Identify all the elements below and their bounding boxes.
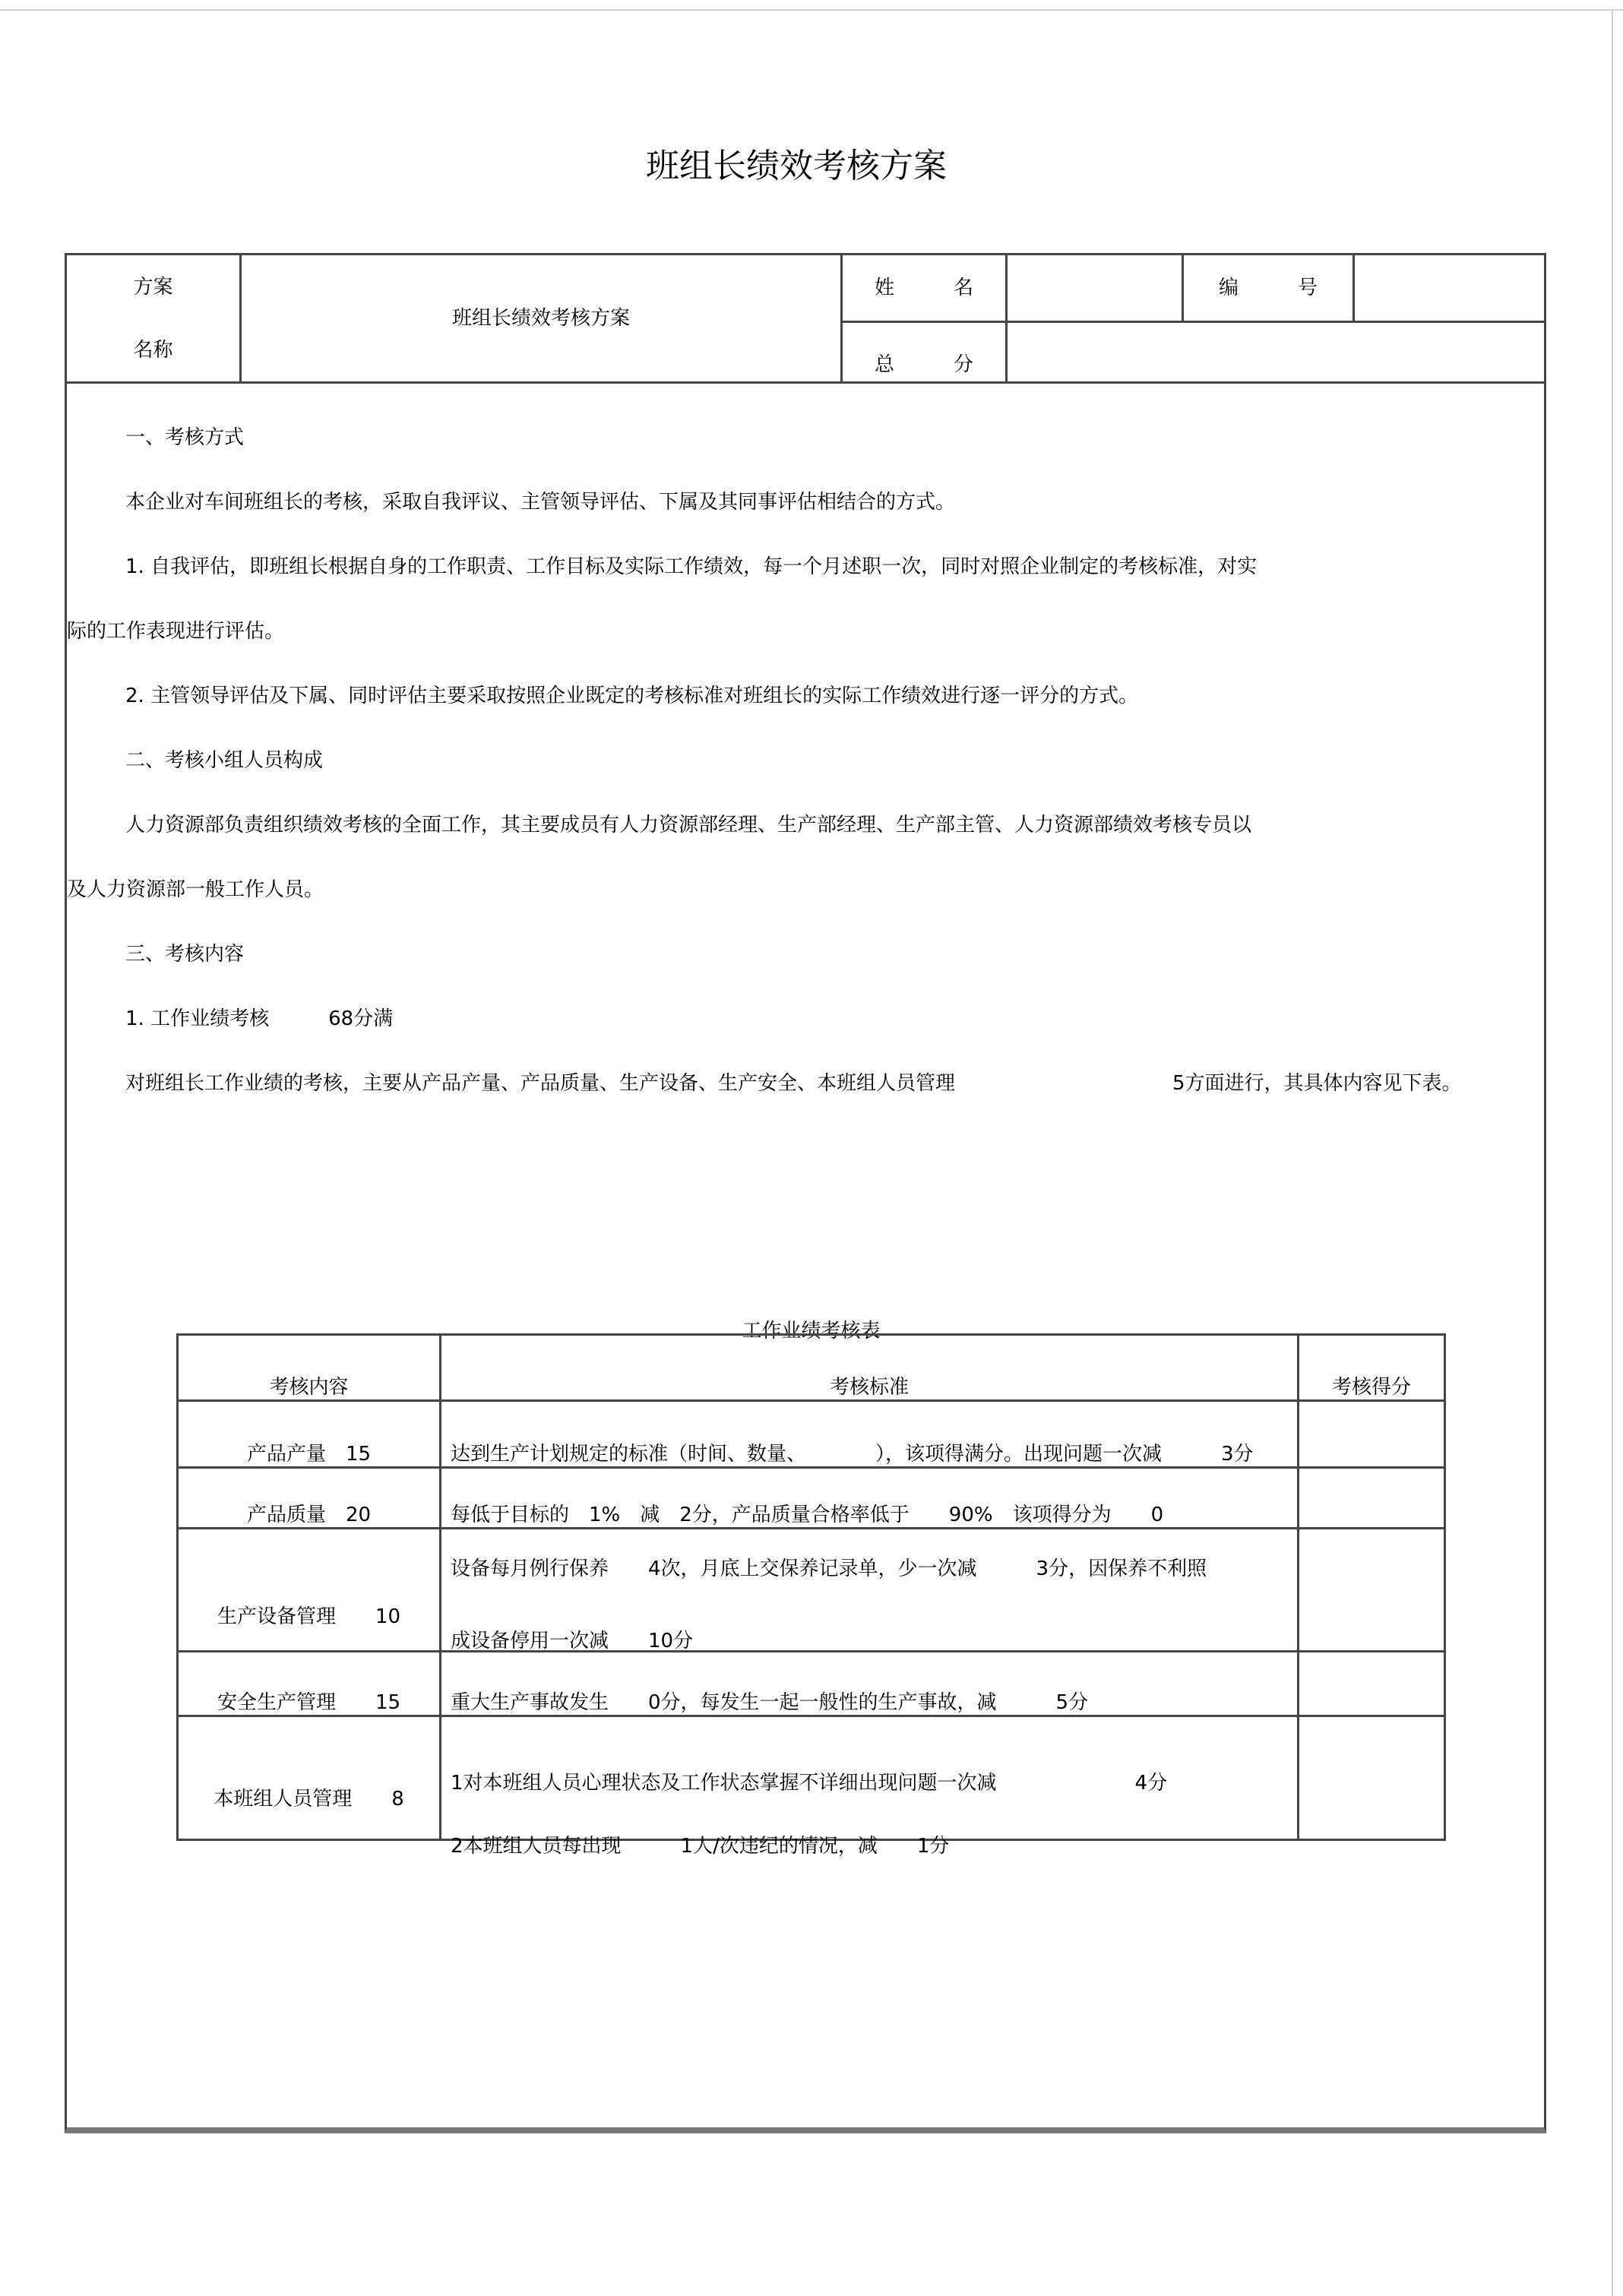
paragraph-text: 本企业对车间班组长的考核，采取自我评议、主管领导评估、下属及其同事评估相结合的方式。 <box>125 491 956 514</box>
row-standard-cell <box>439 1715 1297 1858</box>
scheme-name-value-cell: 班组长绩效考核方案 <box>239 255 840 381</box>
paragraph-heading-2: 二、考核小组人员构成 <box>125 749 324 772</box>
paragraph-heading-3: 三、考核内容 <box>125 943 245 966</box>
row-score-cell <box>1297 1399 1444 1466</box>
row-standard-cell <box>439 1527 1297 1650</box>
paragraph-heading-1: 一、考核方式 <box>125 426 245 449</box>
col-header-score: 考核得分 <box>1297 1336 1444 1399</box>
scheme-label-line1: 方案 <box>133 275 173 299</box>
standard-line: 设备每月例行保养 4次，月底上交保养记录单，少一次减 3分，因保养不利照 <box>451 1558 1207 1580</box>
total-score-value-cell <box>1005 321 1544 381</box>
row-item-cell: 安全生产管理 15 <box>179 1650 439 1715</box>
paragraph-item-1-cont: 际的工作表现进行评估。 <box>67 620 285 643</box>
row-standard-cell: 每低于目标的 1% 减 2分，产品质量合格率低于 90% 该项得分为 0 <box>439 1466 1297 1527</box>
document-body-box <box>65 384 1546 2133</box>
scheme-label-line2: 名称 <box>133 338 173 362</box>
row-standard-cell: 重大生产事故发生 0分，每发生一起一般性的生产事故，减 5分 <box>439 1650 1297 1715</box>
work-performance-table <box>176 1333 1446 1858</box>
row-item-cell: 产品质量 20 <box>179 1466 439 1527</box>
header-table <box>65 253 1546 384</box>
work-table-caption: 工作业绩考核表 <box>742 1320 881 1342</box>
page-right-edge <box>1612 9 1613 2296</box>
total-score-label-cell: 总 分 <box>840 321 1005 381</box>
row-score-cell <box>1297 1650 1444 1715</box>
row-item-cell: 本班组人员管理 8 <box>179 1715 439 1839</box>
standard-line: 2本班组人员每出现 1人/次违纪的情况，减 1分 <box>451 1835 950 1858</box>
col-header-item: 考核内容 <box>269 1376 349 1399</box>
row-score-cell <box>1297 1527 1444 1650</box>
row-standard-cell: 达到生产计划规定的标准（时间、数量、 ），该项得满分。出现问题一次减 3分 <box>439 1399 1297 1466</box>
standard-line: 1对本班组人员心理状态及工作状态掌握不详细出现问题一次减 4分 <box>451 1772 1168 1795</box>
paragraph-item-work: 1. 工作业绩考核 68分满 <box>125 1007 394 1030</box>
code-value-cell <box>1352 255 1544 321</box>
name-value-cell <box>1005 255 1182 321</box>
row-score-cell <box>1297 1715 1444 1839</box>
paragraph-text-cont: 及人力资源部一般工作人员。 <box>67 878 324 901</box>
code-label-cell: 编 号 <box>1182 255 1352 321</box>
paragraph-table-intro: 对班组长工作业绩的考核，主要从产品产量、产品质量、生产设备、生产安全、本班组人员管理 5方面进行，其具体内容见下表。 <box>125 1072 1462 1095</box>
document-title: 班组长绩效考核方案 <box>646 147 947 185</box>
row-item-cell: 产品产量 15 <box>179 1399 439 1466</box>
row-item-cell: 生产设备管理 10 <box>179 1527 439 1650</box>
paragraph-item-2: 2. 主管领导评估及下属、同时评估主要采取按照企业既定的考核标准对班组长的实际工作绩效进行逐一评分的方式。 <box>125 685 1139 707</box>
col-header-standard: 考核标准 <box>439 1336 1297 1399</box>
row-score-cell <box>1297 1466 1444 1527</box>
paragraph-text: 人力资源部负责组织绩效考核的全面工作，其主要成员有人力资源部经理、生产部经理、生产部主管、人力资源部绩效考核专员以 <box>125 814 1252 836</box>
name-label-cell: 姓 名 <box>840 255 1005 321</box>
scheme-name-label-cell <box>67 255 239 381</box>
paragraph-item-1: 1. 自我评估，即班组长根据自身的工作职责、工作目标及实际工作绩效，每一个月述职一次，同时对照企业制定的考核标准，对实 <box>125 555 1258 578</box>
page-top-edge <box>0 9 1623 11</box>
standard-line: 成设备停用一次减 10分 <box>451 1630 694 1652</box>
